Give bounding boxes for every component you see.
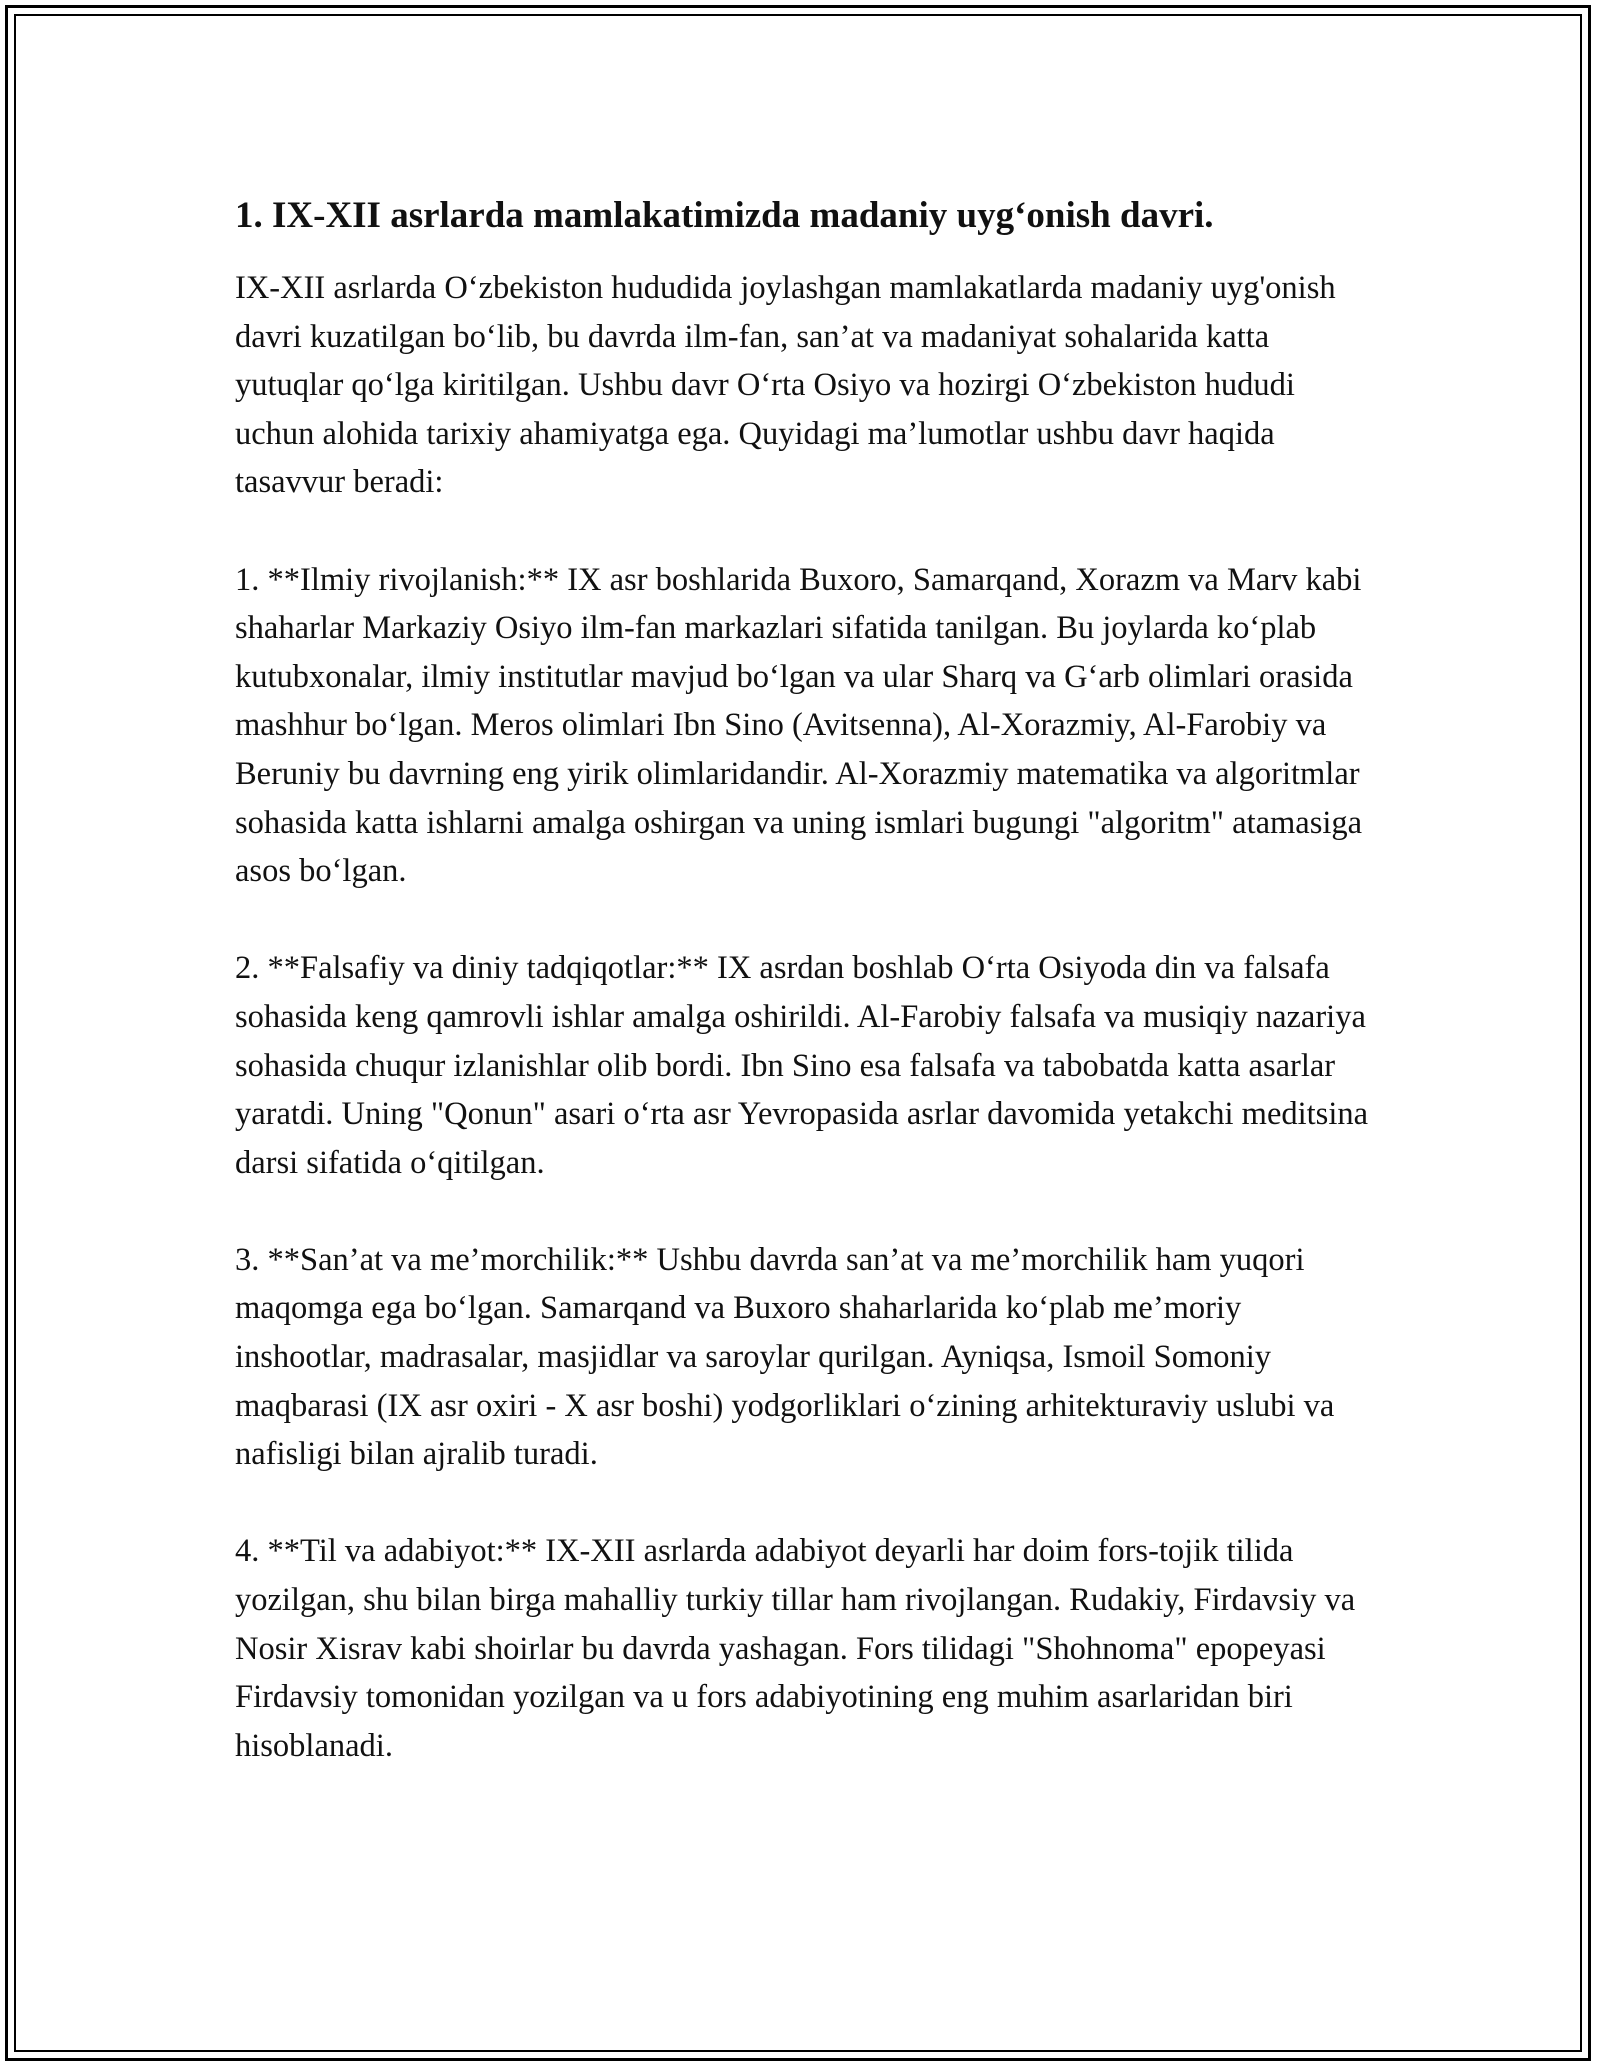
paragraph-sanat-memorchilik: 3. **San’at va me’morchilik:** Ushbu davrda san’at va me’morchilik ham yuqori maqomga ega bo‘lgan. Samarqand va Buxoro shaharlarida ko‘plab me’moriy inshootlar, madrasalar, masjidlar va saroylar qurilgan. Ayniqsa, Ismoil Somoniy maqbarasi (IX asr oxiri - X asr boshi) yodgorliklari o‘zining arhitekturaviy uslubi va nafisligi bilan ajralib turadi. (235, 1241, 1335, 1473)
paragraph-til-adabiyot: 4. **Til va adabiyot:** IX-XII asrlarda adabiyot deyarli har doim fors-tojik tilida yozilgan, shu bilan birga mahalliy turkiy tillar ham rivojlangan. Rudakiy, Firdavsiy va Nosir Xisrav kabi shoirlar bu davrda yashagan. Fors tilidagi "Shohnoma" epopeyasi Firdavsiy tomonidan yozilgan va u fors adabiyotining eng muhim asarlaridan biri hisoblanadi. (235, 1533, 1356, 1764)
paragraph-falsafiy-tadqiqotlar: 2. **Falsafiy va diniy tadqiqotlar:** IX asrdan boshlab O‘rta Osiyoda din va falsafa sohasida keng qamrovli ishlar amalga oshirildi. Al-Farobiy falsafa va musiqiy nazariya sohasida chuqur izlanishlar olib bordi. Ibn Sino esa falsafa va tabobatda katta asarlar yaratdi. Uning "Qonun" asari o‘rta asr Yevropasida asrlar davomida yetakchi meditsina darsi sifatida o‘qitilgan. (235, 950, 1369, 1181)
document-body (235, 188, 1370, 1770)
intro-paragraph: IX-XII asrlarda O‘zbekiston hududida joylashgan mamlakatlarda madaniy uyg'onish davri kuzatilgan bo‘lib, bu davrda ilm-fan, san’at va madaniyat sohalarida katta yutuqlar qo‘lga kiritilgan. Ushbu davr O‘rta Osiyo va hozirgi O‘zbekiston hududi uchun alohida tarixiy ahamiyatga ega. Quyidagi ma’lumotlar ushbu davr haqida tasavvur beradi: (235, 270, 1336, 501)
document-title: 1. IX-XII asrlarda mamlakatimizda madaniy uyg‘onish davri. (235, 195, 1214, 236)
paragraph-ilmiy-rivojlanish: 1. **Ilmiy rivojlanish:** IX asr boshlarida Buxoro, Samarqand, Xorazm va Marv kabi shaharlar Markaziy Osiyo ilm-fan markazlari sifatida tanilgan. Bu joylarda ko‘plab kutubxonalar, ilmiy institutlar mavjud bo‘lgan va ular Sharq va G‘arb olimlari orasida mashhur bo‘lgan. Meros olimlari Ibn Sino (Avitsenna), Al-Xorazmiy, Al-Farobiy va Beruniy bu davrning eng yirik olimlaridandir. Al-Xorazmiy matematika va algoritmlar sohasida katta ishlarni amalga oshirgan va uning ismlari bugungi "algoritm" atamasiga asos bo‘lgan. (235, 561, 1363, 890)
